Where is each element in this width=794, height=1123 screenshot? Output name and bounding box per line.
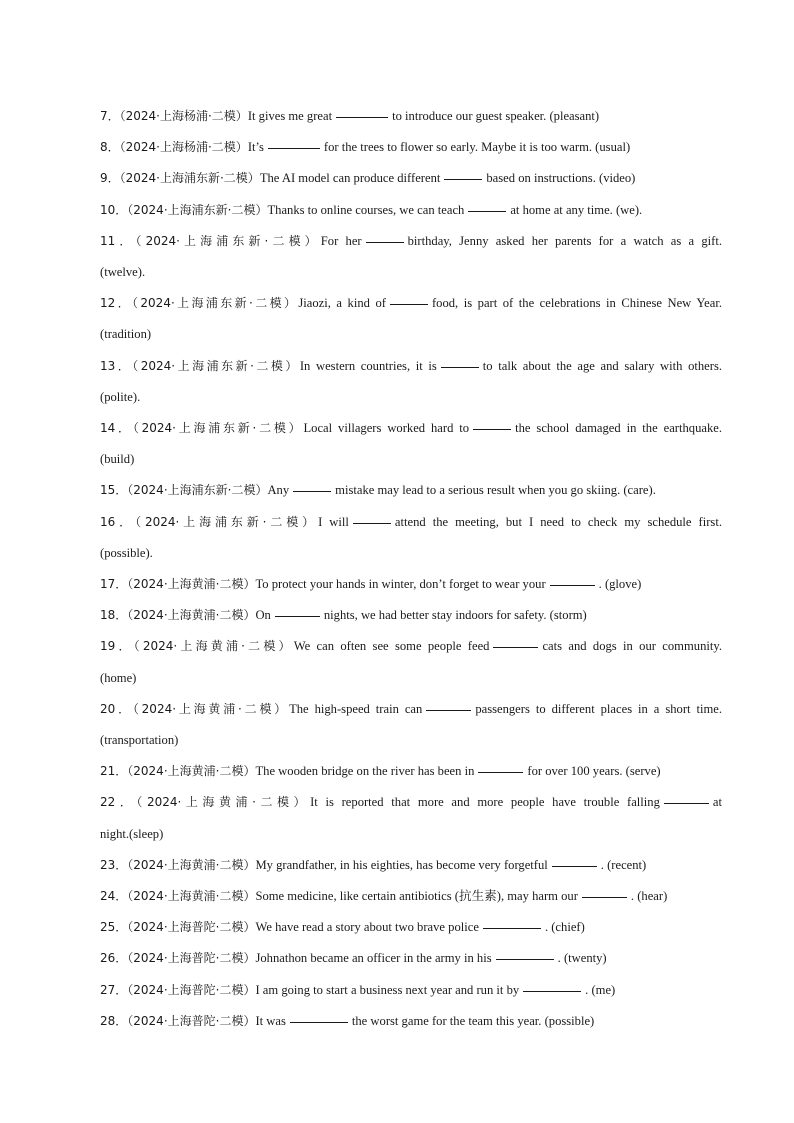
question-number: 28． — [100, 1013, 128, 1028]
answer-blank — [336, 116, 388, 118]
question-text-after: cats and dogs in our community. — [542, 639, 722, 654]
question-25 — [100, 912, 722, 943]
question-number: 16． — [100, 514, 136, 529]
answer-blank — [493, 646, 538, 648]
question-text-continued: (tradition) — [100, 327, 152, 342]
question-number: 9． — [100, 171, 120, 186]
question-source: （2024·上海普陀·二模） — [127, 951, 256, 966]
question-number: 10． — [100, 202, 128, 217]
question-number: 8． — [100, 140, 120, 155]
question-text-before: Jiaozi, a kind of — [298, 296, 386, 311]
question-text-before: We have read a story about two brave police — [255, 920, 479, 935]
question-19 — [100, 631, 722, 693]
answer-blank — [293, 490, 331, 492]
question-number: 14． — [100, 421, 133, 436]
question-number: 18． — [100, 608, 128, 623]
question-source: （2024·上海黄浦·二模） — [127, 857, 256, 872]
answer-blank — [468, 210, 506, 212]
question-text-after: . (hear) — [630, 889, 668, 904]
question-22 — [100, 787, 722, 849]
question-text-before: It is reported that more and more people have trouble falling — [310, 795, 660, 810]
question-text-before: I am going to start a business next year and run it by — [255, 982, 520, 997]
question-text-after: birthday, Jenny asked her parents for a watch as a gift. — [407, 233, 722, 248]
question-text-after: food, is part of the celebrations in Chinese New Year. — [431, 296, 722, 311]
question-number: 21． — [100, 764, 128, 779]
question-text-after: to introduce our guest speaker. (pleasant) — [392, 109, 600, 123]
question-8 — [100, 132, 722, 163]
question-15 — [100, 475, 722, 506]
question-7 — [100, 101, 722, 132]
question-24 — [100, 881, 722, 912]
answer-blank — [552, 865, 597, 867]
question-source: （2024·上海黄浦·二模） — [127, 889, 256, 904]
question-23 — [100, 850, 722, 881]
question-text-before: Local villagers worked hard to — [303, 421, 470, 436]
question-27 — [100, 975, 722, 1006]
question-number: 26． — [100, 951, 128, 966]
question-number: 23． — [100, 857, 128, 872]
question-text-continued: (build) — [100, 452, 135, 467]
question-number: 25． — [100, 920, 128, 935]
answer-blank — [496, 958, 554, 960]
question-number: 15． — [100, 483, 128, 498]
question-text-continued: (transportation) — [100, 733, 179, 748]
question-source: （2024·上海浦东新·二模） — [119, 171, 260, 186]
question-text-continued: (possible). — [100, 545, 153, 560]
question-text-before: In western countries, it is — [299, 358, 437, 373]
question-text-before: My grandfather, in his eighties, has become very forgetful — [255, 857, 548, 872]
answer-blank — [523, 990, 581, 992]
question-text-after: at home at any time. (we). — [510, 202, 643, 217]
question-text-after: passengers to different places in a short time. — [475, 701, 723, 716]
question-10 — [100, 195, 722, 226]
question-text-before: The AI model can produce different — [259, 171, 441, 186]
question-text-after: . (chief) — [544, 920, 585, 935]
question-source: （2024·上海浦东新·二模） — [132, 296, 299, 311]
question-text-after: . (glove) — [598, 577, 642, 592]
question-text-after: at — [712, 795, 722, 810]
question-text-before: The high-speed train can — [289, 701, 423, 716]
question-text-before: Johnathon became an officer in the army in his — [255, 951, 492, 966]
question-source: （2024·上海普陀·二模） — [127, 982, 256, 997]
question-text-before: Thanks to online courses, we can teach — [267, 202, 465, 217]
answer-blank — [473, 428, 511, 430]
question-20 — [100, 694, 722, 756]
question-text-before: To protect your hands in winter, don’t forget to wear your — [255, 577, 546, 592]
question-text-after: nights, we had better stay indoors for safety. (storm) — [323, 608, 587, 623]
question-text-after: mistake may lead to a serious result when you go skiing. (care). — [335, 483, 656, 498]
question-text-before: Any — [267, 483, 290, 498]
question-source: （2024·上海浦东新·二模） — [127, 202, 268, 217]
question-number: 12． — [100, 296, 133, 311]
answer-blank — [664, 802, 709, 804]
question-text-after: . (recent) — [600, 857, 647, 872]
question-number: 17． — [100, 577, 128, 592]
question-source: （2024·上海杨浦·二模） — [119, 109, 248, 123]
answer-blank — [426, 709, 471, 711]
answer-blank — [478, 771, 523, 773]
question-21 — [100, 756, 722, 787]
question-text-after: for the trees to flower so early. Maybe it is too warm. (usual) — [323, 140, 631, 155]
question-source: （2024·上海浦东新·二模） — [132, 421, 304, 436]
question-source: （2024·上海普陀·二模） — [127, 920, 256, 935]
question-18 — [100, 600, 722, 631]
answer-blank — [483, 927, 541, 929]
question-text-after: . (me) — [585, 982, 616, 997]
question-14 — [100, 413, 722, 475]
question-text-after: the school damaged in the earthquake. — [515, 421, 722, 436]
question-source: （2024·上海浦东新·二模） — [127, 483, 268, 498]
question-source: （2024·上海浦东新·二模） — [135, 233, 321, 248]
question-9 — [100, 163, 722, 194]
question-source: （2024·上海杨浦·二模） — [119, 140, 248, 155]
question-source: （2024·上海黄浦·二模） — [132, 701, 290, 716]
answer-blank — [441, 366, 479, 368]
question-text-before: Some medicine, like certain antibiotics (抗生素), may harm our — [255, 889, 578, 904]
answer-blank — [366, 241, 404, 243]
question-28 — [100, 1006, 722, 1037]
question-text-continued: (twelve). — [100, 265, 146, 280]
question-number: 13． — [100, 358, 133, 373]
question-source: （2024·上海黄浦·二模） — [136, 795, 311, 810]
question-source: （2024·上海黄浦·二模） — [127, 577, 256, 592]
answer-blank — [582, 896, 627, 898]
question-13 — [100, 351, 722, 413]
question-text-after: attend the meeting, but I need to check my schedule first. — [394, 514, 722, 529]
question-17 — [100, 569, 722, 600]
answer-blank — [290, 1021, 348, 1023]
question-number: 20． — [100, 701, 133, 716]
question-text-before: The wooden bridge on the river has been in — [255, 764, 475, 779]
answer-blank — [268, 147, 320, 149]
question-number: 7． — [100, 109, 120, 123]
question-source: （2024·上海普陀·二模） — [127, 1013, 256, 1028]
question-text-before: It’s — [247, 140, 264, 155]
question-16 — [100, 507, 722, 569]
answer-blank — [275, 615, 320, 617]
question-number: 11． — [100, 233, 136, 248]
question-source: （2024·上海黄浦·二模） — [127, 608, 256, 623]
question-text-after: to talk about the age and salary with others. — [482, 358, 723, 373]
question-26 — [100, 943, 722, 974]
question-text-after: for over 100 years. (serve) — [527, 764, 661, 779]
question-text-after: based on instructions. (video) — [486, 171, 636, 186]
answer-blank — [390, 303, 428, 305]
question-number: 24． — [100, 889, 128, 904]
question-text-before: On — [255, 608, 271, 623]
question-number: 22． — [100, 795, 137, 810]
question-text-continued: night.(sleep) — [100, 826, 164, 841]
answer-blank — [550, 584, 595, 586]
question-text-after: . (twenty) — [557, 951, 607, 966]
question-text-before: It was — [255, 1013, 286, 1028]
question-text-continued: (home) — [100, 670, 137, 685]
question-text-after: the worst game for the team this year. (possible) — [351, 1013, 595, 1028]
question-number: 19． — [100, 639, 134, 654]
question-11 — [100, 226, 722, 288]
question-text-continued: (polite). — [100, 389, 141, 404]
question-12 — [100, 288, 722, 350]
answer-blank — [353, 522, 391, 524]
answer-blank — [444, 178, 482, 180]
question-number: 27． — [100, 982, 128, 997]
question-source: （2024·上海黄浦·二模） — [127, 764, 256, 779]
question-text-before: We can often see some people feed — [293, 639, 490, 654]
question-text-before: For her — [320, 233, 362, 248]
question-text-before: It gives me great — [247, 109, 333, 123]
question-source: （2024·上海浦东新·二模） — [132, 358, 300, 373]
question-text-before: I will — [318, 514, 349, 529]
question-list — [100, 101, 722, 1037]
question-source: （2024·上海浦东新·二模） — [135, 514, 319, 529]
question-source: （2024·上海黄浦·二模） — [133, 639, 294, 654]
